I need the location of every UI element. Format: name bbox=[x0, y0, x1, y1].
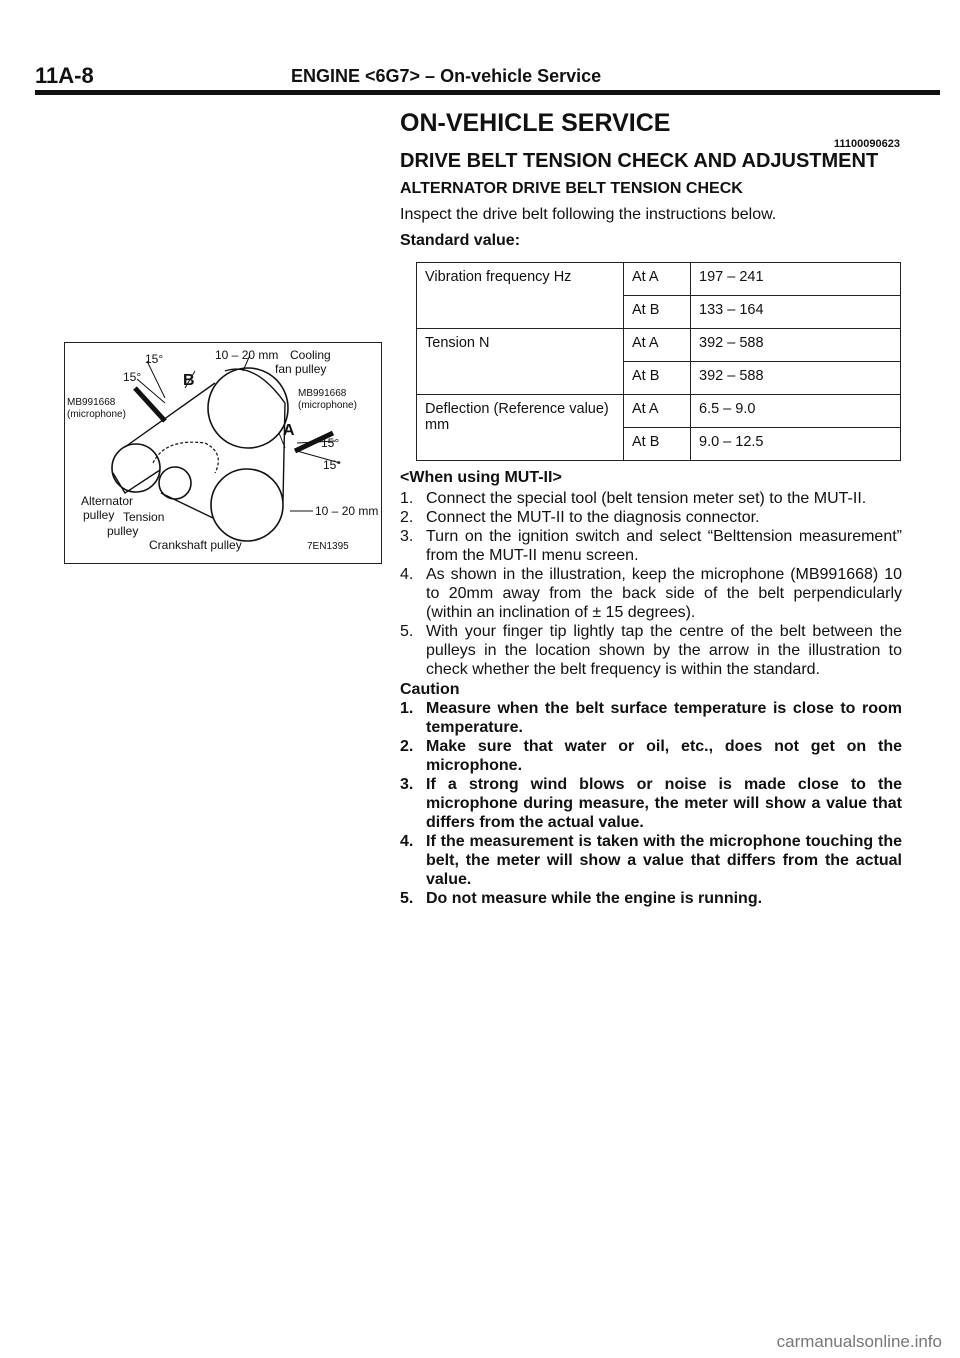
section-code: 11100090623 bbox=[833, 138, 900, 150]
procedure-heading: <When using MUT-II> bbox=[400, 469, 562, 486]
fig-angle-2: 15° bbox=[123, 370, 142, 384]
fig-tension-pulley: pulley bbox=[107, 524, 139, 538]
spec-item: Tension N bbox=[417, 329, 624, 395]
list-item: 1. Measure when the belt surface temperature is close to room temperature. bbox=[400, 700, 902, 736]
step-text: Connect the special tool (belt tension meter set) to the MUT-II. bbox=[426, 490, 867, 507]
list-item: 5. With your finger tip lightly tap the centre of the belt between the pulleys in the location shown by the arrow in the illustration to check whether the belt frequency is within the standard. bbox=[400, 623, 902, 678]
spec-point: At B bbox=[624, 296, 691, 329]
spec-point: At B bbox=[624, 362, 691, 395]
belt-diagram-svg bbox=[65, 343, 381, 563]
fig-mic-left-code: MB991668 bbox=[67, 397, 116, 408]
caution-text: If the measurement is taken with the microphone touching the belt, the meter will show a value that differs from the actual value. bbox=[426, 833, 902, 888]
caution-heading: Caution bbox=[400, 681, 460, 698]
spec-value: 392 – 588 bbox=[691, 362, 901, 395]
fig-mic-left-label: (microphone) bbox=[67, 409, 126, 420]
table-row bbox=[417, 263, 901, 296]
caution-list bbox=[400, 699, 902, 908]
caution-text: Make sure that water or oil, etc., does not get on the microphone. bbox=[426, 738, 902, 774]
step-text: With your finger tip lightly tap the centre of the belt between the pulleys in the location shown by the arrow in the illustration to check whether the belt frequency is within the standard. bbox=[426, 623, 902, 678]
fig-angle-1: 15° bbox=[145, 352, 164, 366]
list-item: 4. If the measurement is taken with the microphone touching the belt, the meter will show a value that differs from the actual value. bbox=[400, 833, 902, 888]
spec-value: 197 – 241 bbox=[691, 263, 901, 296]
list-item: 3. Turn on the ignition switch and select “Belttension measurement” from the MUT-II menu screen. bbox=[400, 528, 902, 564]
step-text: Connect the MUT-II to the diagnosis connector. bbox=[426, 509, 760, 526]
step-text: As shown in the illustration, keep the microphone (MB991668) 10 to 20mm away from the back side of the belt perpendicularly (within an inclination of ± 15 degrees). bbox=[426, 566, 902, 621]
spec-value: 6.5 – 9.0 bbox=[691, 395, 901, 428]
list-item: 4. As shown in the illustration, keep the microphone (MB991668) 10 to 20mm away from the back side of the belt perpendicularly (within an inclination of ± 15 degrees). bbox=[400, 566, 902, 621]
page-header bbox=[35, 58, 940, 94]
list-item: 5. Do not measure while the engine is running. bbox=[400, 890, 763, 907]
cooling-fan-pulley bbox=[208, 368, 288, 448]
fig-crankshaft: Crankshaft pulley bbox=[149, 538, 242, 552]
fig-code: 7EN1395 bbox=[307, 541, 349, 552]
fig-alt-pulley: pulley bbox=[83, 508, 115, 522]
fig-point-a: A bbox=[283, 422, 295, 439]
step-text: Turn on the ignition switch and select “Belttension measurement” from the MUT-II menu screen. bbox=[426, 528, 902, 564]
belt-inner bbox=[153, 442, 218, 473]
fig-angle-3: 15° bbox=[321, 436, 340, 450]
fig-point-b: B bbox=[183, 372, 195, 389]
fig-dist-top: 10 – 20 mm bbox=[215, 348, 279, 362]
spec-point: At A bbox=[624, 329, 691, 362]
list-item: 2. Connect the MUT-II to the diagnosis connector. bbox=[400, 509, 760, 526]
footer-watermark: carmanualsonline.info bbox=[776, 1332, 942, 1351]
table-row bbox=[417, 395, 901, 428]
fig-mic-right-code: MB991668 bbox=[298, 388, 347, 399]
spec-value: 9.0 – 12.5 bbox=[691, 428, 901, 461]
list-item: 1. Connect the special tool (belt tension meter set) to the MUT-II. bbox=[400, 490, 867, 507]
check-heading: ALTERNATOR DRIVE BELT TENSION CHECK bbox=[400, 180, 743, 197]
table-row bbox=[417, 329, 901, 362]
spec-point: At A bbox=[624, 263, 691, 296]
spec-point: At B bbox=[624, 428, 691, 461]
list-item: 3. If a strong wind blows or noise is made close to the microphone during measure, the meter will show a value that differs from the actual value. bbox=[400, 776, 902, 831]
spec-item: Deflection (Reference value) mm bbox=[417, 395, 624, 461]
microphone-left bbox=[135, 388, 165, 421]
page-title: ENGINE <6G7> – On-vehicle Service bbox=[291, 66, 602, 86]
spec-value: 392 – 588 bbox=[691, 329, 901, 362]
spec-item: Vibration frequency Hz bbox=[417, 263, 624, 329]
crankshaft-pulley bbox=[211, 469, 283, 541]
procedure-steps bbox=[400, 489, 902, 679]
page-number: 11A-8 bbox=[35, 63, 94, 88]
fig-angle-4: 15° bbox=[323, 458, 342, 472]
fig-cooling: Cooling bbox=[290, 348, 331, 362]
fig-fan-pulley: fan pulley bbox=[275, 362, 327, 376]
alternator-pulley bbox=[112, 444, 160, 492]
caution-text: Do not measure while the engine is running. bbox=[426, 890, 763, 907]
fig-alternator: Alternator bbox=[81, 494, 134, 508]
spec-table bbox=[416, 262, 901, 461]
section-subtitle: DRIVE BELT TENSION CHECK AND ADJUSTMENT bbox=[400, 150, 879, 172]
standard-label: Standard value: bbox=[400, 232, 521, 249]
spec-value: 133 – 164 bbox=[691, 296, 901, 329]
list-item: 2. Make sure that water or oil, etc., does not get on the microphone. bbox=[400, 738, 902, 774]
fig-dist-right: 10 – 20 mm bbox=[315, 504, 379, 518]
caution-text: If a strong wind blows or noise is made close to the microphone during measure, the meter will show a value that differs from the actual value. bbox=[426, 776, 902, 831]
caution-text: Measure when the belt surface temperature is close to room temperature. bbox=[426, 700, 902, 736]
section-title: ON-VEHICLE SERVICE bbox=[400, 109, 671, 137]
spec-point: At A bbox=[624, 395, 691, 428]
content-column bbox=[400, 108, 902, 908]
fig-mic-right-label: (microphone) bbox=[298, 400, 357, 411]
belt-diagram bbox=[64, 342, 382, 564]
header-rule bbox=[35, 90, 940, 95]
fig-tension: Tension bbox=[123, 510, 165, 524]
intro-text: Inspect the drive belt following the instructions below. bbox=[400, 206, 777, 223]
